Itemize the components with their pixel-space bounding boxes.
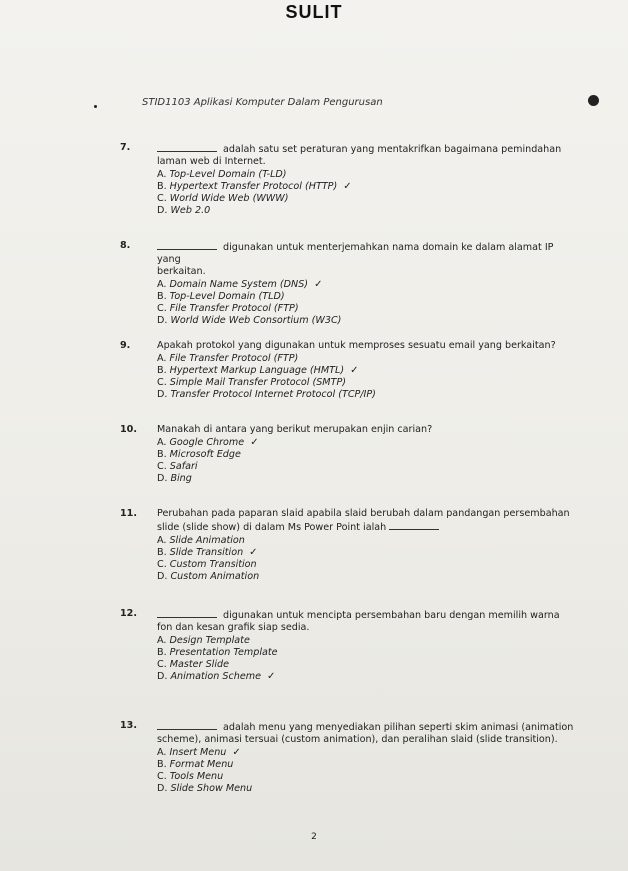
question-stem-cont: slide (slide show) di dalam Ms Power Point ialah (157, 522, 387, 533)
question-13 (120, 720, 580, 795)
option-b: B. Hypertext Markup Language (HMTL) ✓ (157, 365, 359, 376)
option-b: B. Hypertext Transfer Protocol (HTTP) ✓ (157, 181, 352, 192)
page-number: 2 (311, 832, 317, 842)
option-b: B. Microsoft Edge (157, 449, 241, 460)
checkmark-icon: ✓ (232, 747, 241, 758)
answer-blank (157, 142, 217, 152)
option-a: A. Slide Animation (157, 535, 245, 546)
option-c: C. Master Slide (157, 659, 229, 670)
checkmark-icon: ✓ (314, 279, 323, 290)
checkmark-icon: ✓ (249, 547, 258, 558)
option-a: A. Google Chrome ✓ (157, 437, 259, 448)
course-title: STID1103 Aplikasi Komputer Dalam Pengurusan (142, 97, 383, 108)
checkmark-icon: ✓ (250, 437, 259, 448)
question-12 (120, 608, 580, 683)
question-stem: adalah satu set peraturan yang mentakrifkan bagaimana pemindahan (223, 144, 562, 155)
option-a: A. Insert Menu ✓ (157, 747, 241, 758)
option-c: C. World Wide Web (WWW) (157, 193, 289, 204)
option-d: D. Animation Scheme ✓ (157, 671, 276, 682)
option-c: C. Custom Transition (157, 559, 257, 570)
options-list (157, 535, 580, 583)
answer-blank (389, 520, 439, 530)
question-number: 8. (120, 240, 131, 251)
option-d: D. Web 2.0 (157, 205, 211, 216)
option-d: D. Transfer Protocol Internet Protocol (TCP/IP) (157, 389, 376, 400)
question-8 (120, 240, 580, 327)
question-stem: Perubahan pada paparan slaid apabila slaid berubah dalam pandangan persembahan (157, 508, 570, 519)
options-list (157, 169, 580, 217)
answer-blank (157, 608, 217, 618)
option-d: D. Bing (157, 473, 192, 484)
question-stem: Manakah di antara yang berikut merupakan enjin carian? (157, 424, 433, 435)
question-7 (120, 142, 580, 217)
hole-punch-left (94, 105, 97, 108)
option-d: D. Custom Animation (157, 571, 260, 582)
question-stem: digunakan untuk mencipta persembahan baru dengan memilih warna (223, 610, 560, 621)
answer-blank (157, 240, 217, 250)
checkmark-icon: ✓ (350, 365, 359, 376)
checkmark-icon: ✓ (343, 181, 352, 192)
options-list (157, 353, 580, 401)
option-a: A. Design Template (157, 635, 250, 646)
option-a: A. File Transfer Protocol (FTP) (157, 353, 299, 364)
question-11 (120, 508, 580, 583)
question-10 (120, 424, 580, 485)
question-stem-cont: berkaitan. (157, 266, 206, 277)
question-stem-cont: laman web di Internet. (157, 156, 266, 167)
question-number: 11. (120, 508, 137, 519)
question-stem: digunakan untuk menterjemahkan nama domain ke dalam alamat IP yang (157, 242, 554, 265)
options-list (157, 747, 580, 795)
question-stem-cont: fon dan kesan grafik siap sedia. (157, 622, 310, 633)
question-9 (120, 340, 580, 401)
page-header: SULIT (285, 2, 343, 22)
answer-blank (157, 720, 217, 730)
option-c: C. Simple Mail Transfer Protocol (SMTP) (157, 377, 346, 388)
option-a: A. Top-Level Domain (T-LD) (157, 169, 287, 180)
option-b: B. Top-Level Domain (TLD) (157, 291, 285, 302)
option-c: C. Safari (157, 461, 198, 472)
question-number: 10. (120, 424, 137, 435)
option-b: B. Format Menu (157, 759, 234, 770)
question-number: 12. (120, 608, 137, 619)
options-list (157, 437, 580, 485)
question-number: 13. (120, 720, 137, 731)
options-list (157, 279, 580, 327)
question-stem: Apakah protokol yang digunakan untuk memproses sesuatu email yang berkaitan? (157, 340, 556, 351)
option-d: D. Slide Show Menu (157, 783, 253, 794)
question-number: 7. (120, 142, 131, 153)
option-b: B. Presentation Template (157, 647, 278, 658)
option-b: B. Slide Transition ✓ (157, 547, 258, 558)
option-c: C. File Transfer Protocol (FTP) (157, 303, 299, 314)
question-number: 9. (120, 340, 131, 351)
option-c: C. Tools Menu (157, 771, 224, 782)
question-stem: adalah menu yang menyediakan pilihan seperti skim animasi (animation (223, 722, 574, 733)
hole-punch-right (588, 95, 599, 106)
option-d: D. World Wide Web Consortium (W3C) (157, 315, 342, 326)
options-list (157, 635, 580, 683)
checkmark-icon: ✓ (267, 671, 276, 682)
question-stem-cont: scheme), animasi tersuai (custom animation), dan peralihan slaid (slide transition). (157, 734, 558, 745)
option-a: A. Domain Name System (DNS) ✓ (157, 279, 323, 290)
